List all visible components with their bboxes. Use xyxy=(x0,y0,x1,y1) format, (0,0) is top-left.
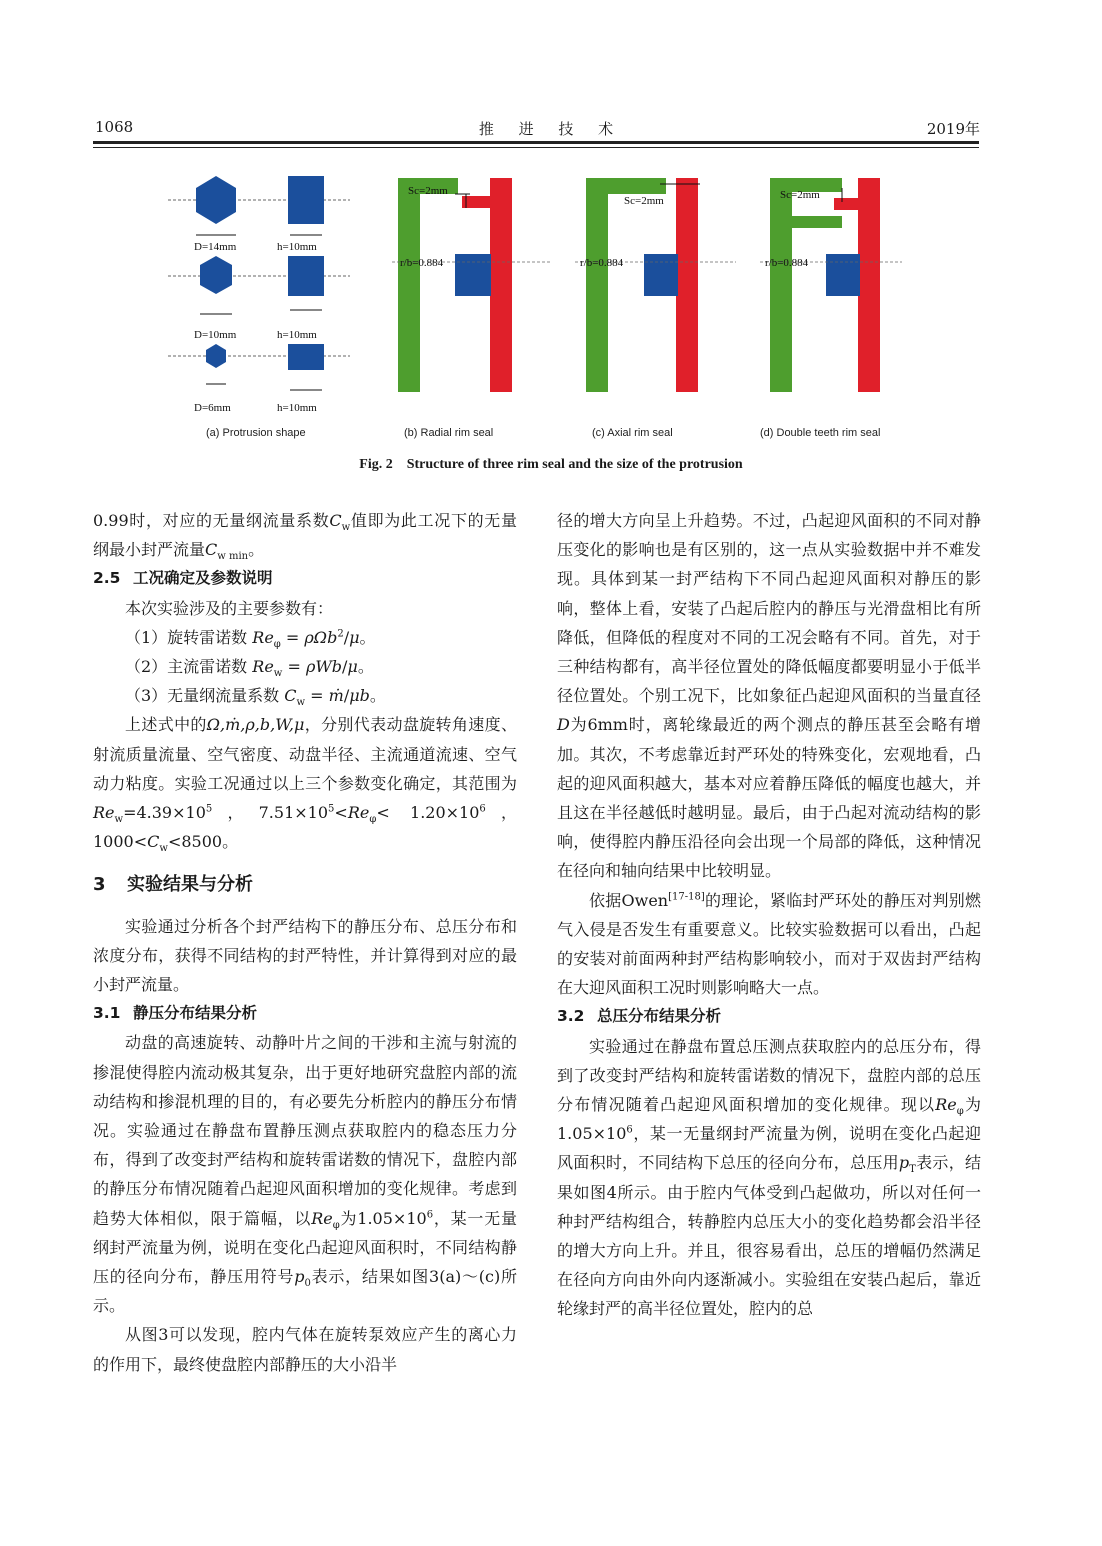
subcaption-b: (b) Radial rim seal xyxy=(404,427,494,439)
section-heading xyxy=(93,999,517,1028)
header-rule-thin xyxy=(93,147,979,148)
section-title: 静压分布结果分析 xyxy=(133,1004,258,1023)
dim-h10-c: h=10mm xyxy=(277,402,317,414)
dim-d14: D=14mm xyxy=(194,241,237,253)
text: 实验通过在静盘布置总压测点获取腔内的总压分布，得到了改变封严结构和旋转雷诺数的情况下，盘腔内部的总压分布情况随着凸起迎风面积增加的变化规律。现以 xyxy=(557,1036,981,1115)
paragraph: 动盘的高速旋转、动静叶片之间的干涉和主流与射流的掺混使得腔内流动极其复杂，出于更好地研究盘腔内部的流动结构和掺混机理的目的，有必要先分析腔内的静压分布情况。实验通过在静盘布置静压测点获取腔内的稳态压力分布，得到了改变封严结构和旋转雷诺数的情况下，盘腔内部的静压分布情况随着凸起迎风面积增加的变化规律。考虑到趋势大体相似，限于篇幅，以$Re_\varphi$为$1.05\times 10^6$，某一无量纲封严流量为例，说明在变化凸起迎风面积时，不同结构静压的径向分布，静压用符号$p_0$表示，结果如图3(a)～(c)所示。 xyxy=(93,1033,517,1316)
text: 的理论，紧临封严环处的静压对判别燃气入侵是否发生有重要意义。比较实验数据可以看出，凸起的安装对前面两种封严结构影响较小，而对于双齿封严结构在大迎风面积工况时则影响略大一点。 xyxy=(557,890,981,998)
section-number: 3.1 xyxy=(93,1004,121,1023)
section-heading xyxy=(557,1002,981,1031)
text: 分别代表动盘旋转角速度、射流质量流量、空气密度、动盘半径、主流通道流速、空气动力粘度。实验工况通过以上三个参数变化确定，其范围为 xyxy=(93,715,517,793)
sc-label-b: Sc=2mm xyxy=(408,185,448,197)
dim-h10-a: h=10mm xyxy=(277,241,317,253)
paragraph: 从图3可以发现，腔内气体在旋转泵效应产生的离心力的作用下，最终使盘腔内部静压的大小沿半 xyxy=(93,1325,517,1374)
dim-d10: D=10mm xyxy=(194,329,237,341)
text: ，某一无量纲封严流量为例，说明在变化凸起迎风面积时，不同结构静压的径向分布，静压用符号 xyxy=(93,1208,517,1287)
text: 0.99时，对应的无量纲流量系数 xyxy=(93,511,330,530)
section-title: 总压分布结果分析 xyxy=(597,1007,722,1026)
rb-label-b: r/b=0.884 xyxy=(400,257,444,269)
text: 动盘的高速旋转、动静叶片之间的干涉和主流与射流的掺混使得腔内流动极其复杂，出于更好地研究盘腔内部的流动结构和掺混机理的目的，有必要先分析腔内的静压分布情况。实验通过在静盘布置静压测点获取腔内的稳态压力分布，得到了改变封严结构和旋转雷诺数的情况下，盘腔内部的静压分布情况随着凸起迎风面积增加的变化规律。考虑到趋势大体相似，限于篇幅，以 xyxy=(93,1033,517,1228)
square-small xyxy=(288,344,324,370)
text: 为6mm时，离轮缘最近的两个测点的静压甚至会略有增加。其次，不考虑靠近封严环处的特殊变化，宏观地看，凸起的迎风面积越大，基本对应着静压降低的幅度也越大，并且这在半径越低时越明显。最后，由于凸起对流动结构的影响，使得腔内静压沿径向会出现一个局部的降低，这种情况在径向和轴向结果中比较明显。 xyxy=(557,715,981,881)
figure-label: Fig. 2 xyxy=(359,457,393,472)
text: 值即为此工况下的无量纲最小封严流量 xyxy=(93,511,517,560)
dim-h10-b: h=10mm xyxy=(277,329,317,341)
subcaption-d: (d) Double teeth rim seal xyxy=(760,427,881,439)
sc-label-c: Sc=2mm xyxy=(624,195,664,207)
sc-label-d: Sc=2mm xyxy=(780,189,820,201)
section-number: 3 xyxy=(93,874,106,896)
protrusion-shapes xyxy=(168,176,350,414)
square-medium xyxy=(288,256,324,296)
text: 依据Owen xyxy=(589,890,669,910)
text: （1）旋转雷诺数 xyxy=(125,627,248,647)
right-column xyxy=(557,506,981,1324)
section-title: 实验结果与分析 xyxy=(127,874,253,896)
paragraph: 径的增大方向呈上升趋势。不过，凸起迎风面积的不同对静压变化的影响也是有区别的，这一点从实验数据中并不难发现。具体到某一封严结构下不同凸起迎风面积对静压的影响，整体上看，安装了凸起后腔内的静压与光滑盘相比有所降低，但降低的程度对不同的工况会略有不同。首先，对于三种结构都有，高半径位置处的降低幅度都要明显小于低半径位置处。个别工况下，比如象征凸起迎风面积的当量直径D为6mm时，离轮缘最近的两个测点的静压甚至会略有增加。其次，不考虑靠近封严环处的特殊变化，宏观地看，凸起的迎风面积越大，基本对应着静压降低的幅度也越大，并且这在半径越低时越明显。最后，由于凸起对流动结构的影响，使得腔内静压沿径向会出现一个局部的降低，这种情况在径向和轴向结果中比较明显。 xyxy=(557,511,981,881)
text: 上述式中的 xyxy=(125,715,207,735)
journal-title: 推 进 技 术 xyxy=(478,120,624,138)
text: 表示，结果如图4所示。由于腔内气体受到凸起做功，所以对任何一种封严结构组合，转静腔内总压大小的变化趋势都会沿半径的增大方向上升。并且，很容易看出，总压的增幅仍然满足在径向方向由外向内逐渐减小。实验组在安装凸起后，靠近轮缘封严的高半径位置处，腔内的总 xyxy=(557,1153,981,1319)
paragraph: 上述式中的Ω,ṁ,ρ,b,W,μ，分别代表动盘旋转角速度、射流质量流量、空气密度、动盘半径、主流通道流速、空气动力粘度。实验工况通过以上三个参数变化确定，其范围为$Re_w=4.39\times 10^5$，$7.51\times 10^5<Re_\varphi< 1.20\times 10^6$，$1000<C_w<8500$。 xyxy=(93,715,517,855)
paragraph: 实验通过在静盘布置总压测点获取腔内的总压分布，得到了改变封严结构和旋转雷诺数的情况下，盘腔内部的总压分布情况随着凸起迎风面积增加的变化规律。现以$Re_\varphi$为$1.05\times 10^6$，某一无量纲封严流量为例，说明在变化凸起迎风面积时，不同结构下总压的径向分布，总压用$p_T$表示，结果如图4所示。由于腔内气体受到凸起做功，所以对任何一种封严结构组合，转静腔内总压大小的变化趋势都会沿半径的增大方向上升。并且，很容易看出，总压的增幅仍然满足在径向方向由外向内逐渐减小。实验组在安装凸起后，靠近轮缘封严的高半径位置处，腔内的总 xyxy=(557,1036,981,1319)
subcaption-a: (a) Protrusion shape xyxy=(206,427,306,439)
paragraph: 实验通过分析各个封严结构下的静压分布、总压分布和浓度分布，获得不同结构的封严特性，并计算得到对应的最小封严流量。 xyxy=(93,916,517,995)
year: 2019年 xyxy=(926,120,980,138)
figure-2 xyxy=(160,168,920,448)
paragraph: 本次实验涉及的主要参数有： xyxy=(125,598,334,618)
text: （3）无量纲流量系数 xyxy=(125,686,280,706)
rb-label-c: r/b=0.884 xyxy=(580,257,624,269)
text: 为1.05×10 xyxy=(339,1208,427,1228)
double-teeth-rim-seal xyxy=(760,178,902,392)
text: ，某一无量纲封严流量为例，说明在变化凸起迎风面积时，不同结构下总压的径向分布，总压用 xyxy=(557,1124,981,1173)
equation: （3）无量纲流量系数 $C_w$ = ṁ/μb。 xyxy=(125,686,386,709)
figure-caption xyxy=(0,457,1102,473)
hexagon-small xyxy=(206,344,226,368)
equation: （1）旋转雷诺数 $Re_\varphi = \rho\Omega b^2/\mu$。 xyxy=(125,627,376,650)
section-title: 工况确定及参数说明 xyxy=(133,569,273,588)
subcaption-c: (c) Axial rim seal xyxy=(592,427,673,439)
equation: （2）主流雷诺数 $Re_w = \rho Wb/\mu$。 xyxy=(125,657,374,680)
hexagon-medium xyxy=(200,256,232,294)
radial-rim-seal xyxy=(392,178,550,392)
left-column xyxy=(93,506,517,1379)
text: （2）主流雷诺数 xyxy=(125,657,248,677)
rb-label-d: r/b=0.884 xyxy=(765,257,809,269)
citation: [17-18] xyxy=(668,891,705,903)
paragraph xyxy=(557,886,981,1003)
section-heading xyxy=(93,564,517,593)
figure-caption-text: Structure of three rim seal and the size of the protrusion xyxy=(406,457,743,472)
text: 表示，结果如图3(a)～(c)所示。 xyxy=(93,1267,517,1316)
axial-rim-seal xyxy=(575,178,736,392)
section-heading xyxy=(93,870,517,899)
section-number: 2.5 xyxy=(93,569,121,588)
text: 径的增大方向呈上升趋势。不过，凸起迎风面积的不同对静压变化的影响也是有区别的，这一点从实验数据中并不难发现。具体到某一封严结构下不同凸起迎风面积对静压的影响，整体上看，安装了凸起后腔内的静压与光滑盘相比有所降低，但降低的程度对不同的工况会略有不同。首先，对于三种结构都有，高半径位置处的降低幅度都要明显小于低半径位置处。个别工况下，比如象征凸起迎风面积的当量直径 xyxy=(557,511,981,706)
dim-d6: D=6mm xyxy=(194,402,231,414)
square-large xyxy=(288,176,324,224)
text: 为1.05×10 xyxy=(557,1095,981,1144)
header-rule xyxy=(93,141,979,144)
section-number: 3.2 xyxy=(557,1007,585,1026)
hexagon-large xyxy=(196,176,236,224)
paragraph: 0.99时，对应的无量纲流量系数$C_w$值即为此工况下的无量纲最小封严流量$C_{w min}$。 xyxy=(93,511,517,563)
page-number: 1068 xyxy=(95,118,134,136)
